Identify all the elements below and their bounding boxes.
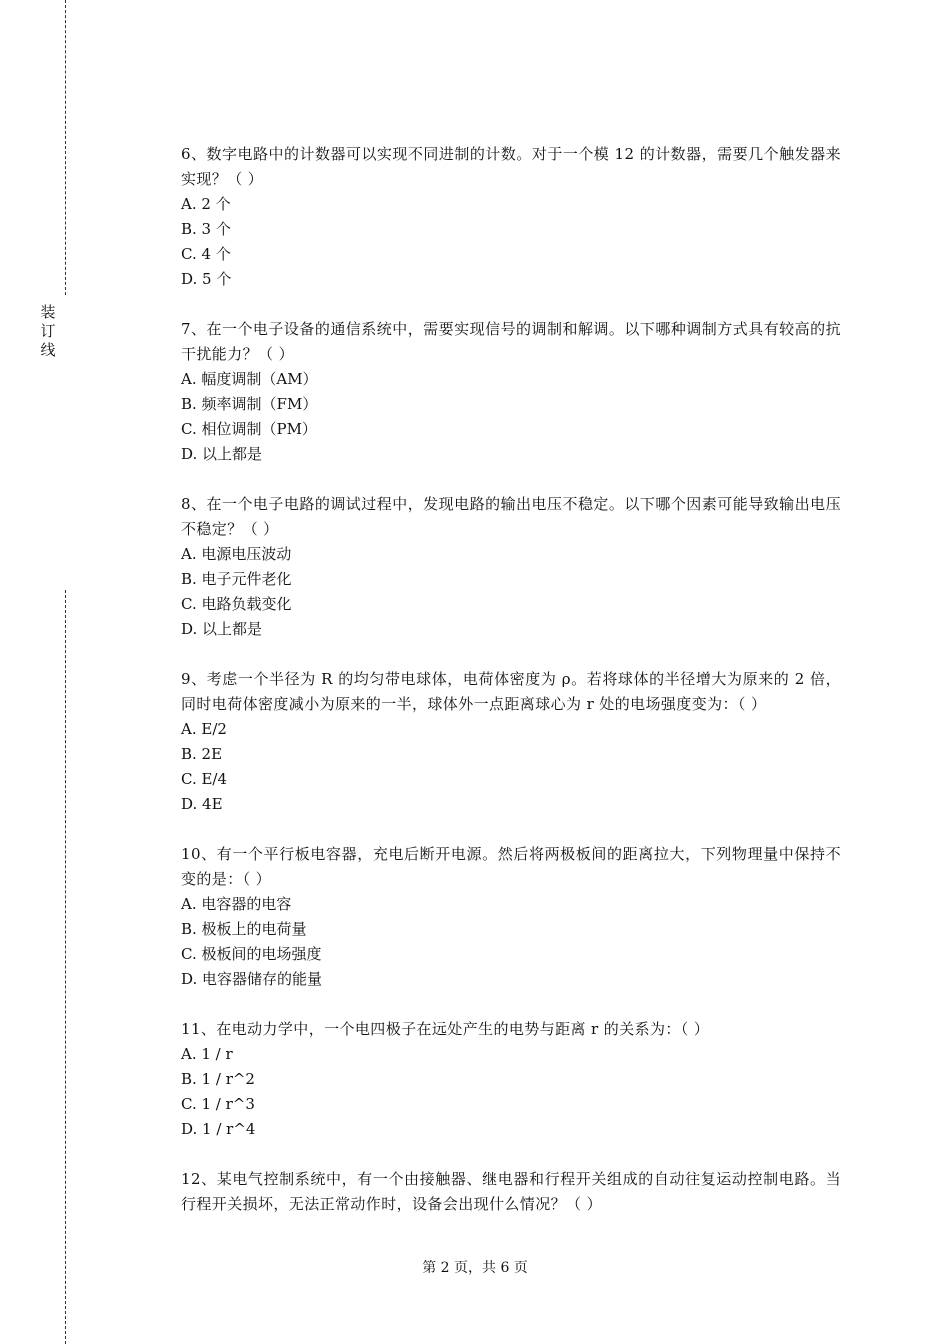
option-b: B. 电子元件老化 <box>181 570 292 588</box>
option-a: A. E/2 <box>181 720 227 738</box>
option-a: A. 电源电压波动 <box>181 545 292 563</box>
option-a: A. 1 / r <box>181 1045 233 1063</box>
option-c: C. 4 个 <box>181 245 231 263</box>
option-b: B. 频率调制（FM） <box>181 395 318 413</box>
binding-char: 线 <box>40 341 56 359</box>
question-9 <box>181 667 841 817</box>
option-d: D. 4E <box>181 795 223 813</box>
question-stem: 8、在一个电子电路的调试过程中，发现电路的输出电压不稳定。以下哪个因素可能导致输出电压不稳定？（ ） <box>181 495 841 538</box>
question-7 <box>181 317 841 467</box>
option-c: C. 1 / r^3 <box>181 1095 255 1113</box>
question-6 <box>181 142 841 292</box>
option-a: A. 幅度调制（AM） <box>181 370 318 388</box>
question-11 <box>181 1017 841 1142</box>
binding-char: 装 <box>40 303 56 321</box>
question-list <box>181 142 841 1242</box>
option-d: D. 以上都是 <box>181 620 263 638</box>
option-a: A. 2 个 <box>181 195 231 213</box>
option-b: B. 3 个 <box>181 220 231 238</box>
question-stem: 6、数字电路中的计数器可以实现不同进制的计数。对于一个模 12 的计数器，需要几个触发器来实现？（ ） <box>181 145 841 188</box>
option-a: A. 电容器的电容 <box>181 895 292 913</box>
option-d: D. 1 / r^4 <box>181 1120 256 1138</box>
option-c: C. E/4 <box>181 770 228 788</box>
question-stem: 9、考虑一个半径为 R 的均匀带电球体，电荷体密度为 ρ。若将球体的半径增大为原来的 2 倍，同时电荷体密度减小为原来的一半，球体外一点距离球心为 r 处的电场强度变为：（ ） <box>181 670 841 713</box>
page-footer: 第 2 页，共 6 页 <box>422 1260 528 1276</box>
binding-line-bottom <box>65 590 66 1344</box>
question-stem: 11、在电动力学中，一个电四极子在远处产生的电势与距离 r 的关系为：（ ） <box>181 1020 710 1038</box>
option-c: C. 极板间的电场强度 <box>181 945 322 963</box>
question-stem: 7、在一个电子设备的通信系统中，需要实现信号的调制和解调。以下哪种调制方式具有较高的抗干扰能力？（ ） <box>181 320 841 363</box>
question-12 <box>181 1167 841 1217</box>
option-d: D. 5 个 <box>181 270 232 288</box>
question-8 <box>181 492 841 642</box>
option-c: C. 电路负载变化 <box>181 595 292 613</box>
option-b: B. 1 / r^2 <box>181 1070 255 1088</box>
question-10 <box>181 842 841 992</box>
question-stem: 12、某电气控制系统中，有一个由接触器、继电器和行程开关组成的自动往复运动控制电路。当行程开关损坏，无法正常动作时，设备会出现什么情况？（ ） <box>181 1170 841 1213</box>
option-d: D. 电容器储存的能量 <box>181 970 323 988</box>
option-b: B. 2E <box>181 745 223 763</box>
binding-line-top <box>65 0 66 295</box>
option-b: B. 极板上的电荷量 <box>181 920 307 938</box>
option-d: D. 以上都是 <box>181 445 263 463</box>
question-stem: 10、有一个平行板电容器，充电后断开电源。然后将两极板间的距离拉大，下列物理量中保持不变的是：（ ） <box>181 845 841 888</box>
binding-char: 订 <box>40 322 56 340</box>
option-c: C. 相位调制（PM） <box>181 420 317 438</box>
binding-label <box>38 303 58 360</box>
